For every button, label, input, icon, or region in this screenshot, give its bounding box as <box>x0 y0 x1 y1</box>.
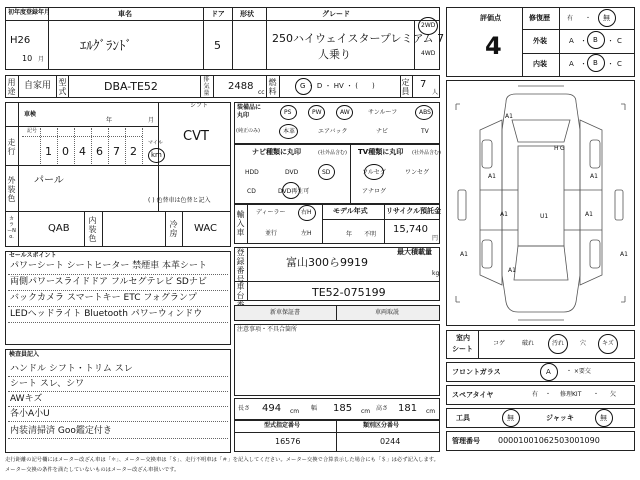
model-value: DBA-TE52 <box>104 80 158 93</box>
inspector-note-5: 内装清掃済 Goo鑑定付き <box>10 426 112 436</box>
chassis-number: TE52-075199 <box>312 286 386 299</box>
reg-date-label: 初年度登録年月 <box>8 9 51 16</box>
exterior-color: パール <box>34 175 64 186</box>
glass-mark-g: G <box>560 145 565 152</box>
reg-month: 10 <box>22 54 33 63</box>
tv-sub: (社外品含む) <box>412 150 441 156</box>
spare-opt-dot2: ・ <box>593 391 600 398</box>
navi-sub: (社外品含む) <box>318 150 347 156</box>
type-number-label: 型式指定番号 <box>264 422 301 429</box>
navi-title: ナビ種類に丸印 <box>252 148 301 156</box>
model-year-unit: 年 <box>346 231 353 238</box>
odometer-digit-5: 7 <box>113 145 120 158</box>
km-unit: km <box>151 151 162 159</box>
capacity-value: 7 <box>420 79 427 90</box>
grade-line-1: 250ハイウェイスタープレミアム 7 <box>272 32 445 45</box>
type-number-value: 16576 <box>275 437 301 446</box>
body-label: 形状 <box>240 10 254 18</box>
damage-mark-6: A1 <box>460 251 468 258</box>
tv-oneseg: ワンセグ <box>405 169 430 176</box>
inspector-note-1: ハンドル シフト・トリム スレ <box>10 364 133 374</box>
tools-label: 工具 <box>456 414 470 422</box>
drive-4wd: 4WD <box>421 50 436 57</box>
equip-tv: TV <box>421 128 429 135</box>
equip-leather: 本革 <box>283 128 296 135</box>
selling-points-title: セールスポイント <box>9 252 57 259</box>
score-value: 4 <box>485 32 502 60</box>
plate-number: 富山300ら9919 <box>286 256 368 269</box>
grade-line-2: 人乗り <box>318 48 351 61</box>
tools-opt: 無 <box>507 414 514 422</box>
max-load-label: 最大積載量 <box>397 248 432 256</box>
fuel-value: G ・ D ・ HV ・ ( ) <box>300 82 375 90</box>
width-label: 幅 <box>311 405 318 412</box>
height-unit: cm <box>426 408 436 415</box>
int-opt-dot1: ・ <box>580 60 587 68</box>
repair-opt-yes: 有 <box>567 15 574 22</box>
jack-opt: 無 <box>600 414 607 422</box>
width-unit: cm <box>361 408 371 415</box>
ext-opt-dot1: ・ <box>580 37 587 45</box>
length-unit: cm <box>290 408 300 415</box>
management-number: 00001001062503001090 <box>498 436 600 445</box>
footer-note-1: 走行距離の記号欄にはメーター改ざん車は「＊」、メーター交換車は「＄」、走行不明車は「＃」を記入してください。メーター交換で合算表示した場合にも「＄」は必ず記入します。 <box>5 457 439 463</box>
grade-label: グレード <box>322 10 350 18</box>
length-label: 長さ <box>238 405 251 412</box>
glass-opt-a: A <box>546 368 551 376</box>
ext-opt-dot2: ・ <box>607 37 614 45</box>
score-label: 評価点 <box>480 14 501 22</box>
car-name-label: 車名 <box>118 10 132 18</box>
selling-point-line-1: パワーシート シートヒーター 禁煙車 本革シート <box>10 261 208 271</box>
use-label: 用途 <box>7 78 16 96</box>
glass-mark-h: H <box>554 145 559 152</box>
spare-opt-none: 欠 <box>610 391 617 398</box>
repair-opt-dot: ・ <box>585 15 592 22</box>
damage-mark-7: A1 <box>620 251 628 258</box>
damage-mark-3: A1 <box>590 173 598 180</box>
model-label: 型式 <box>58 78 67 96</box>
spare-opt-dot1: ・ <box>545 391 552 398</box>
recycle-label: リサイクル預託金 <box>386 207 442 215</box>
equip-sunroof: サンルーフ <box>368 109 398 116</box>
equip-ps: PS <box>284 109 292 116</box>
odometer-digit-2: 0 <box>62 145 69 158</box>
int-opt-a: A <box>569 60 574 68</box>
glass-opt-replace: ・ ×要交 <box>566 368 591 375</box>
navi-hdd: HDD <box>245 169 259 176</box>
import-dealer: ディーラー <box>256 209 286 216</box>
color-no-value: QAB <box>48 223 70 234</box>
import-parallel: 並行 <box>265 230 278 237</box>
shift-value: CVT <box>183 129 209 144</box>
int-opt-b: B <box>593 59 598 67</box>
new-car-warranty: 新車保証書 <box>270 309 301 316</box>
selling-point-line-2: 両側パワースライドドア フルセグテレビ SDナビ <box>10 277 207 287</box>
equip-navi: ナビ <box>376 128 389 135</box>
car-diagram <box>446 80 635 326</box>
ext-opt-c: C <box>617 37 622 45</box>
damage-mark-4: A1 <box>500 211 508 218</box>
warranty-box <box>234 305 440 321</box>
reg-month-unit: 月 <box>38 56 45 63</box>
height-label: 高さ <box>376 405 389 412</box>
seat-opt-burn: コゲ <box>493 340 506 347</box>
spare-opt-kit: 修理KIT <box>560 391 582 398</box>
fuel-label: 燃料 <box>268 78 277 96</box>
recycle-yen: 円 <box>432 235 439 242</box>
navi-dvd: DVD <box>285 169 299 176</box>
interior-grade-label: 内装 <box>533 60 547 68</box>
class-number-label: 類別区分番号 <box>363 422 400 429</box>
exterior-grade-label: 外装 <box>533 37 547 45</box>
inspector-note-2: シート スレ、シワ <box>10 379 85 389</box>
equipment-label-2: 丸印 <box>237 112 250 119</box>
damage-mark-5: A1 <box>585 211 593 218</box>
navi-dvd-play: DVD再生可 <box>278 188 310 195</box>
seat-label-2: シート <box>452 345 473 353</box>
length-value: 494 <box>262 403 282 414</box>
inspector-note-3: AWキズ <box>10 394 43 404</box>
odometer-digit-6: 2 <box>130 145 137 158</box>
chassis-label: 車台 <box>236 282 245 300</box>
meter-symbol-label: 記号 <box>27 128 38 134</box>
inspection-label: 車検 <box>24 111 37 118</box>
spare-label: スペアタイヤ <box>452 391 494 399</box>
navi-sd: SD <box>322 169 331 176</box>
capacity-label: 定員 <box>401 78 410 96</box>
tv-analog: アナログ <box>362 188 387 195</box>
class-number-value: 0244 <box>380 437 401 446</box>
ext-opt-a: A <box>569 37 574 45</box>
registration-label: 登録番号 <box>236 248 245 284</box>
exterior-label: 外装色 <box>7 176 16 203</box>
hand-left: 左H <box>301 230 312 237</box>
seat-opt-scratch: キズ <box>602 340 614 347</box>
notes-box <box>234 324 440 396</box>
model-year-label: モデル年式 <box>333 207 368 215</box>
interior-color-label: 内装色 <box>88 216 97 243</box>
damage-mark-2: A1 <box>488 173 496 180</box>
use-value: 自家用 <box>24 81 52 91</box>
door-label: ドア <box>211 10 225 18</box>
jack-label: ジャッキ <box>546 414 574 422</box>
drive-2wd: 2WD <box>421 22 436 29</box>
damage-mark-9: A1 <box>508 267 516 274</box>
damage-mark-1: A1 <box>505 113 513 120</box>
mile-unit: マイル <box>148 140 163 146</box>
displacement-value: 2488 <box>228 81 254 92</box>
mileage-label: 走行 <box>7 138 16 156</box>
ext-opt-b: B <box>593 36 598 44</box>
capacity-unit: 人 <box>432 89 439 96</box>
shift-label: シフト <box>190 102 209 109</box>
tv-title: TV種類に丸印 <box>358 148 404 156</box>
odometer-digit-1: 1 <box>45 145 52 158</box>
equip-airbag: エアバック <box>318 128 348 135</box>
repair-opt-no: 無 <box>603 14 610 22</box>
equip-abs: ABS <box>419 109 431 116</box>
color-no-label: カラーNo. <box>7 216 16 240</box>
width-value: 185 <box>333 403 353 414</box>
spare-opt-yes: 有 <box>532 391 539 398</box>
equip-pw: PW <box>312 109 322 116</box>
int-opt-dot2: ・ <box>607 60 614 68</box>
damage-mark-8: U1 <box>540 213 549 220</box>
footer-note-2: メーター交換の条件を満たしていないものはメーター改ざん車扱いです。 <box>5 467 180 473</box>
repair-history-label: 修復歴 <box>529 14 550 22</box>
front-glass-label: フロントガラス <box>452 368 501 376</box>
car-name: ｴﾙｸﾞﾗﾝﾄﾞ <box>80 39 132 54</box>
ac-label: 冷房 <box>169 220 178 238</box>
cc-unit: cc <box>258 89 265 96</box>
management-label: 管理番号 <box>452 437 480 445</box>
reg-year: H26 <box>10 35 31 46</box>
notes-title: 注意事項・不具合箇所 <box>237 326 298 333</box>
seat-label-1: 室内 <box>456 334 470 342</box>
inspector-notes-title: 検査員記入 <box>9 351 40 358</box>
odometer-digit-4: 6 <box>96 145 103 158</box>
color-change-note: ( ) 色替車は色替と記入 <box>148 197 211 204</box>
model-year-unknown: 不明 <box>364 231 377 238</box>
navi-cd: CD <box>247 188 256 195</box>
tv-fullseg: フルセグ <box>362 169 386 176</box>
door-count: 5 <box>214 39 221 52</box>
inspection-month-unit: 月 <box>148 117 155 124</box>
max-load-unit: kg <box>432 270 440 277</box>
vehicle-manual: 車両取説 <box>375 309 400 316</box>
odometer-digit-3: 4 <box>79 145 86 158</box>
hand-right: 右H <box>301 209 312 216</box>
equip-aw: AW <box>340 109 350 116</box>
selling-point-line-3: バックカメラ スマートキー ETC フォグランプ <box>10 293 197 303</box>
inspector-note-4: 各小A小U <box>10 409 50 419</box>
displacement-label: 排気量 <box>203 76 210 97</box>
seat-opt-hole: 穴 <box>580 340 587 347</box>
seat-opt-stain: 汚れ <box>552 340 565 347</box>
inspection-year-unit: 年 <box>106 117 113 124</box>
equipment-label-3: (純正のみ) <box>236 128 260 134</box>
equipment-label-1: 装備品に <box>237 104 262 111</box>
ac-value: WAC <box>194 223 217 234</box>
seat-opt-tear: 破れ <box>522 340 535 347</box>
int-opt-c: C <box>617 60 622 68</box>
import-label: 輸入車 <box>236 210 245 237</box>
selling-point-line-4: LEDヘッドライト Bluetooth パワーウィンドウ <box>10 309 203 319</box>
height-value: 181 <box>398 403 418 414</box>
recycle-value: 15,740 <box>393 224 428 235</box>
